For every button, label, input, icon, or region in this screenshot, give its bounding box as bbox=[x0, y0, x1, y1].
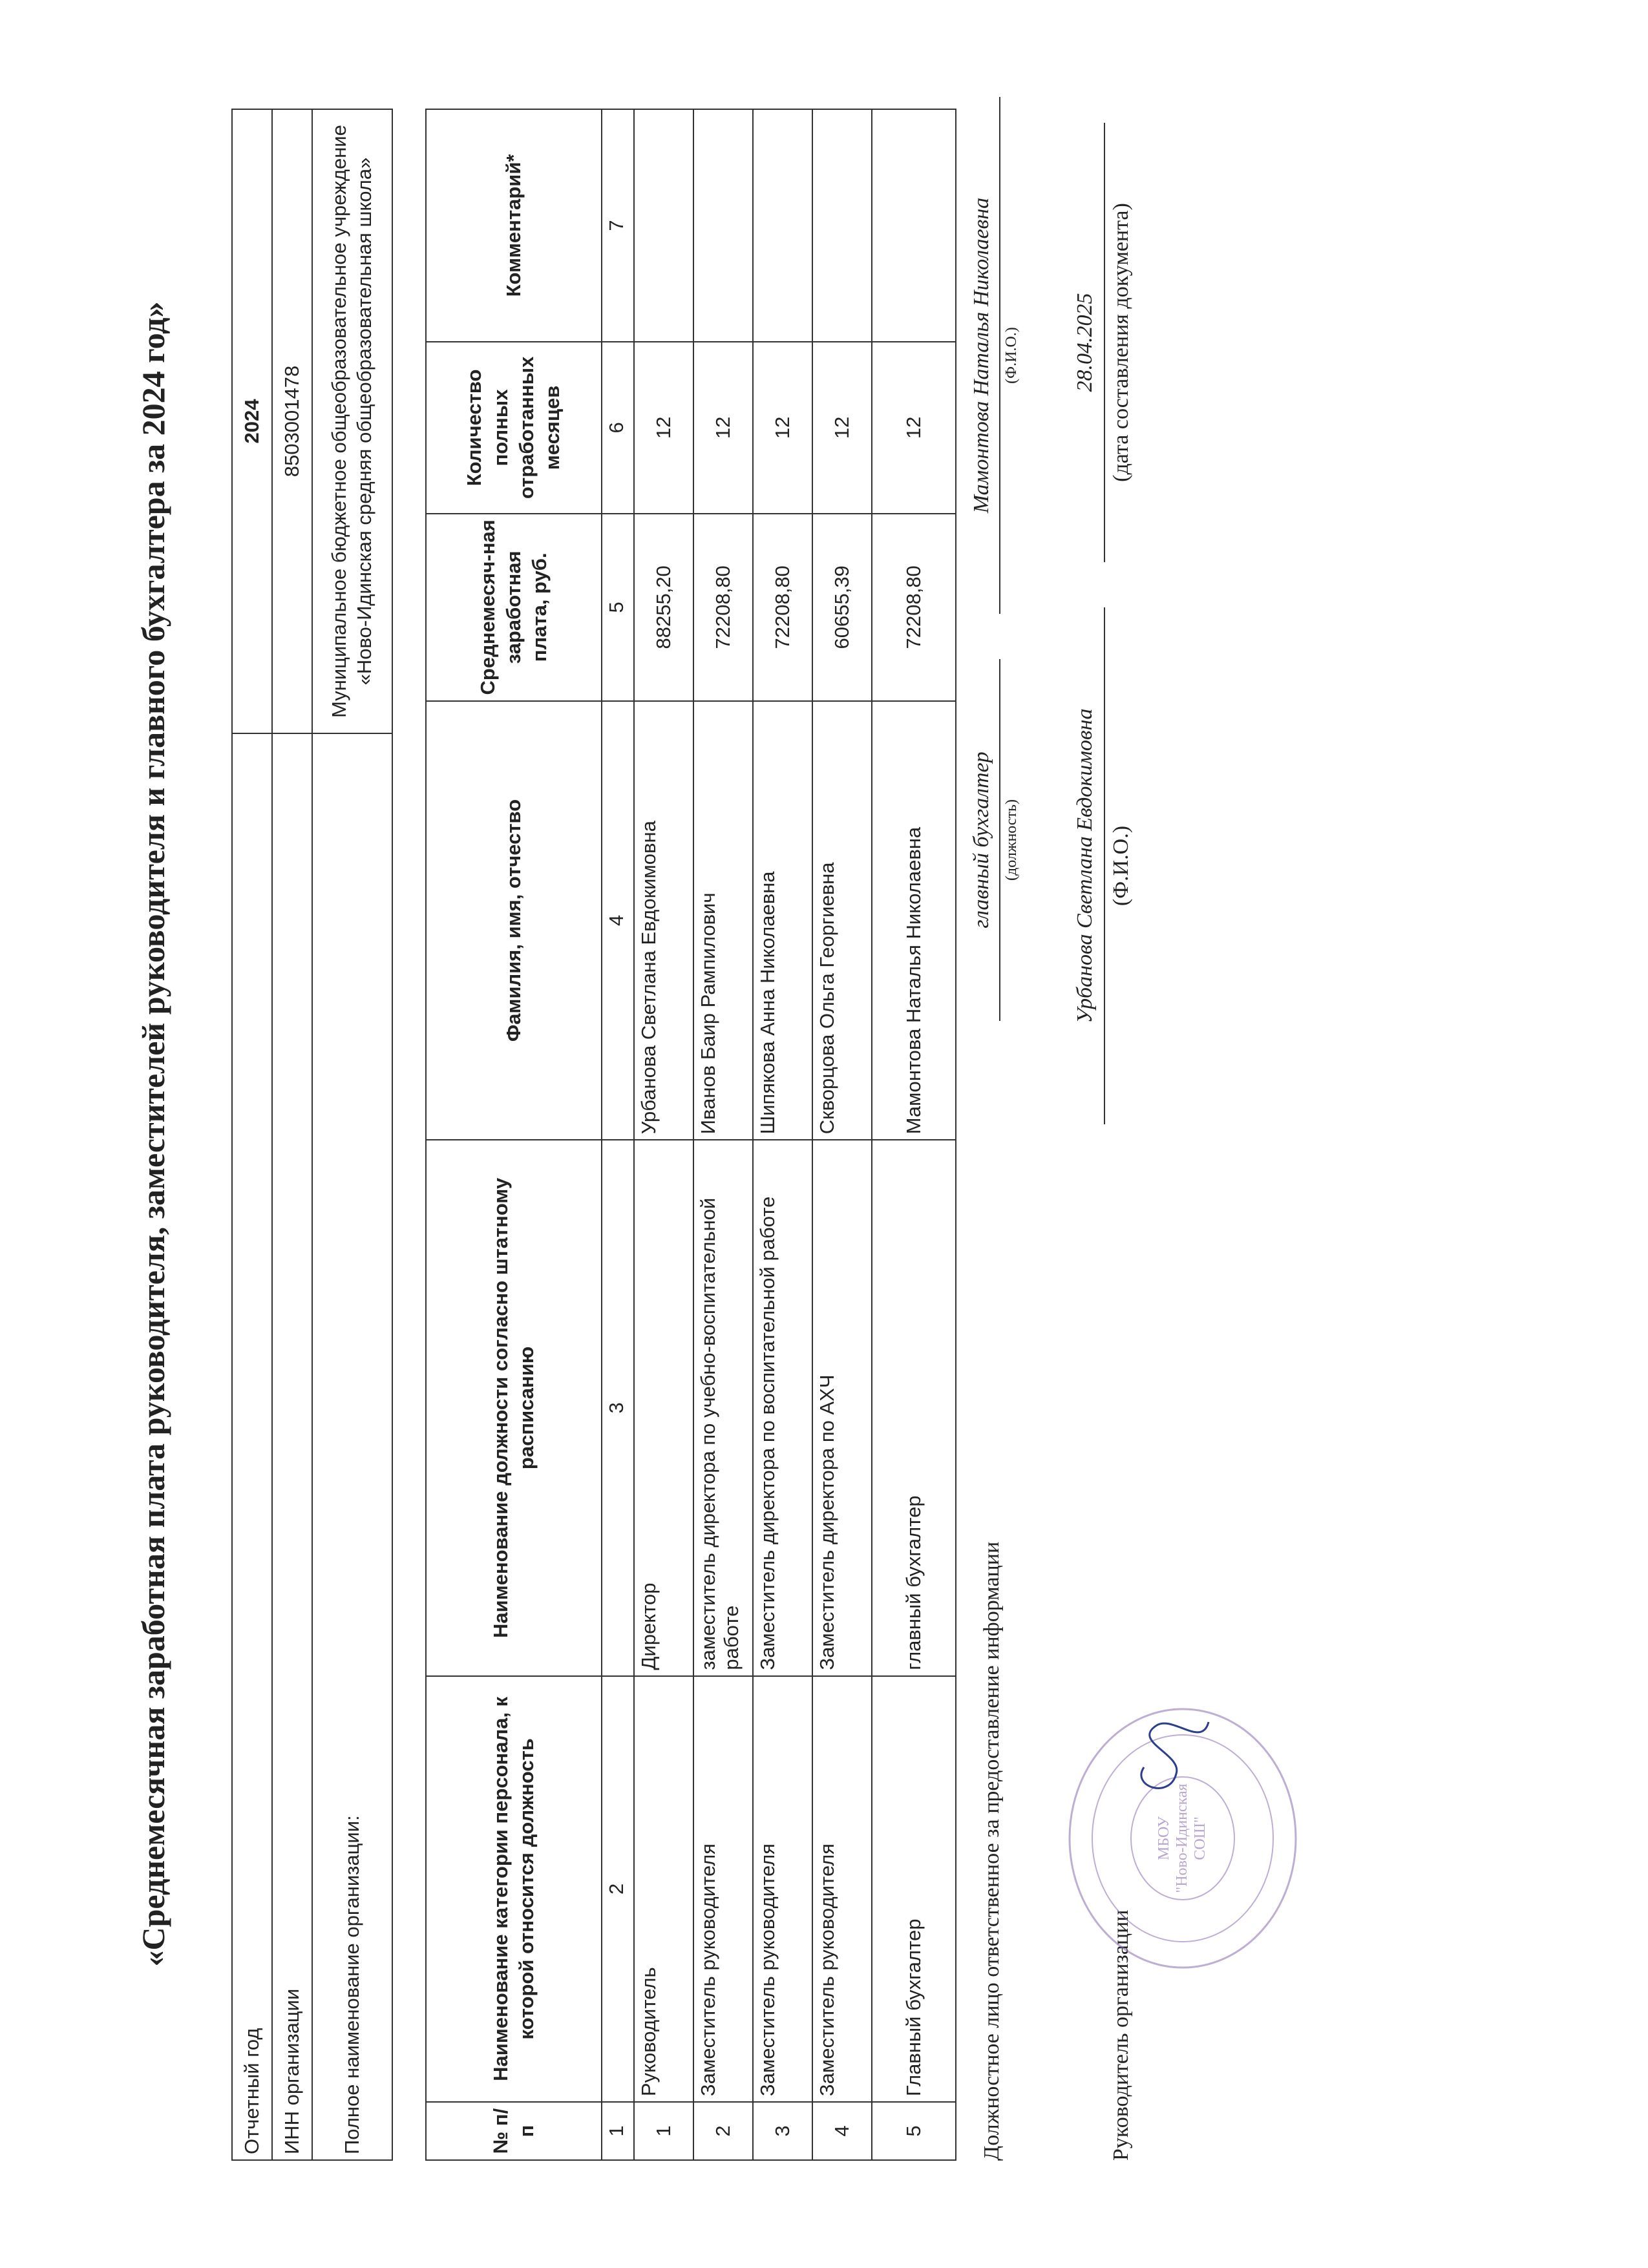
row-number: 5 bbox=[872, 2102, 956, 2160]
row-fio: Иванов Баир Рампилович bbox=[693, 701, 753, 1140]
column-number: 4 bbox=[602, 701, 634, 1140]
row-number: 4 bbox=[812, 2102, 872, 2160]
column-number: 7 bbox=[602, 109, 634, 342]
header-salary: Среднемесяч-ная заработная плата, руб. bbox=[426, 514, 602, 701]
document-date: 28.04.2025 bbox=[1073, 293, 1097, 392]
table-row bbox=[693, 109, 753, 2160]
row-salary: 72208,80 bbox=[872, 514, 956, 701]
row-comment bbox=[812, 109, 872, 342]
row-position: заместитель директора по учебно-воспитательной работе bbox=[693, 1140, 753, 1675]
header-months: Количество полных отработанных месяцев bbox=[426, 342, 602, 514]
row-category: Руководитель bbox=[634, 1676, 693, 2103]
row-fio: Скворцова Ольга Георгиевна bbox=[812, 701, 872, 1140]
row-months: 12 bbox=[693, 342, 753, 514]
row-position: Директор bbox=[634, 1140, 693, 1675]
row-months: 12 bbox=[812, 342, 872, 514]
column-number: 6 bbox=[602, 342, 634, 514]
column-number: 3 bbox=[602, 1140, 634, 1675]
row-position: Заместитель директора по АХЧ bbox=[812, 1140, 872, 1675]
row-category: Заместитель руководителя bbox=[693, 1676, 753, 2103]
row-salary: 72208,80 bbox=[753, 514, 812, 701]
organization-info-table bbox=[231, 109, 393, 2161]
table-row bbox=[753, 109, 812, 2160]
row-comment bbox=[634, 109, 693, 342]
column-number: 5 bbox=[602, 514, 634, 701]
row-comment bbox=[753, 109, 812, 342]
table-row bbox=[872, 109, 956, 2160]
row-fio: Шипякова Анна Николаевна bbox=[753, 701, 812, 1140]
row-number: 3 bbox=[753, 2102, 812, 2160]
date-caption: (дата составления документа) bbox=[1109, 203, 1133, 482]
head-name-line bbox=[1104, 607, 1105, 1124]
responsible-person-label: Должностное лицо ответственное за предоставление информации bbox=[980, 1541, 1004, 2161]
head-fio-caption: (Ф.И.О.) bbox=[1109, 825, 1133, 907]
row-category: Заместитель руководителя bbox=[753, 1676, 812, 2103]
year-value: 2024 bbox=[232, 109, 272, 733]
header-number: № п/п bbox=[426, 2102, 602, 2160]
responsible-name: Мамонтова Наталья Николаевна bbox=[969, 197, 993, 514]
fio-caption: (Ф.И.О.) bbox=[1003, 327, 1020, 384]
responsible-position: главный бухгалтер bbox=[969, 751, 993, 929]
stamp-text-line: "Ново-Идинская bbox=[1174, 1783, 1190, 1893]
row-comment bbox=[872, 109, 956, 342]
date-line bbox=[1104, 123, 1105, 562]
org-name-label: Полное наименование организации: bbox=[312, 733, 392, 2160]
column-number: 2 bbox=[602, 1676, 634, 2103]
stamp-text-line: СОШ" bbox=[1192, 1816, 1209, 1860]
table-row bbox=[812, 109, 872, 2160]
org-name-value: Муниципальное бюджетное общеобразовательное учреждение «Ново-Идинская средняя общеобразовательная школа» bbox=[312, 109, 392, 733]
row-position: Заместитель директора по воспитательной работе bbox=[753, 1140, 812, 1675]
organization-stamp bbox=[1053, 1696, 1305, 1980]
row-fio: Урбанова Светлана Евдокимовна bbox=[634, 701, 693, 1140]
row-comment bbox=[693, 109, 753, 342]
row-months: 12 bbox=[872, 342, 956, 514]
row-number: 2 bbox=[693, 2102, 753, 2160]
table-row bbox=[634, 109, 693, 2160]
column-number: 1 bbox=[602, 2102, 634, 2160]
position-caption: (должность) bbox=[1003, 799, 1020, 881]
row-number: 1 bbox=[634, 2102, 693, 2160]
row-months: 12 bbox=[634, 342, 693, 514]
inn-value: 8503001478 bbox=[272, 109, 312, 733]
stamp-text-line: МБОУ bbox=[1156, 1816, 1172, 1860]
row-position: главный бухгалтер bbox=[872, 1140, 956, 1675]
document-title: «Среднемесячная заработная плата руководителя, заместителей руководителя и главного бухгалтера за 2024 год» bbox=[135, 301, 171, 1967]
year-label: Отчетный год bbox=[232, 733, 272, 2160]
name-line bbox=[999, 97, 1000, 614]
head-of-organization-label: Руководитель организации bbox=[1109, 1909, 1133, 2161]
row-salary: 72208,80 bbox=[693, 514, 753, 701]
head-name: Урбанова Светлана Евдокимовна bbox=[1073, 708, 1097, 1024]
header-position: Наименование должности согласно штатному расписанию bbox=[426, 1140, 602, 1675]
row-fio: Мамонтова Наталья Николаевна bbox=[872, 701, 956, 1140]
row-salary: 60655,39 bbox=[812, 514, 872, 701]
salary-table bbox=[425, 109, 956, 2161]
header-category: Наименование категории персонала, к которой относится должность bbox=[426, 1676, 602, 2103]
header-comment: Комментарий* bbox=[426, 109, 602, 342]
row-category: Главный бухгалтер bbox=[872, 1676, 956, 2103]
handwritten-signature bbox=[1141, 1722, 1209, 1788]
row-category: Заместитель руководителя bbox=[812, 1676, 872, 2103]
position-line bbox=[999, 659, 1000, 1021]
inn-label: ИНН организации bbox=[272, 733, 312, 2160]
row-salary: 88255,20 bbox=[634, 514, 693, 701]
row-months: 12 bbox=[753, 342, 812, 514]
header-fio: Фамилия, имя, отчество bbox=[426, 701, 602, 1140]
